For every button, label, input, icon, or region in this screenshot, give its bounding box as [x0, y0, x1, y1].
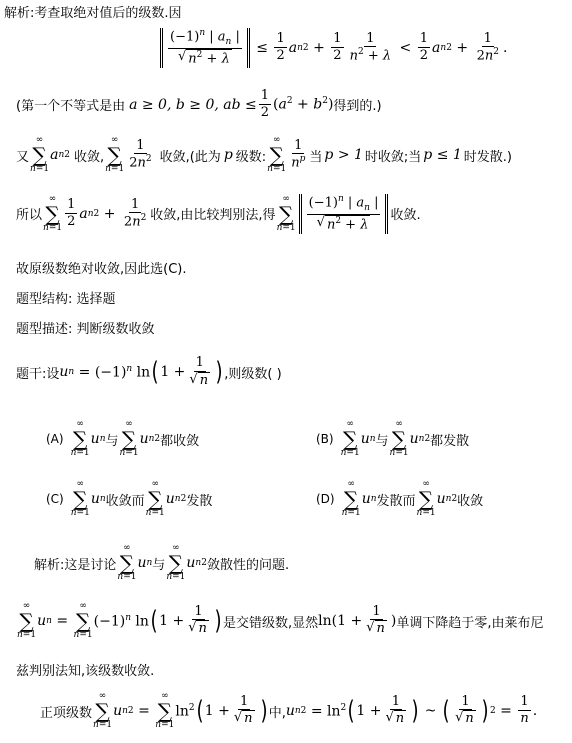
note-suffix: 得到的.): [333, 99, 382, 115]
option-c-end: 发散: [186, 493, 213, 509]
you-label: 又: [16, 149, 30, 165]
option-a-tag: (A): [46, 432, 64, 446]
option-c-mid: 收敛而: [105, 493, 145, 509]
positive-series-mid: 中,: [268, 705, 286, 721]
option-a[interactable]: (A) ∞ ∑ n=1 u n 与 ∞ ∑ n=1 u n 2 都收敛: [46, 419, 200, 458]
comparison-text: 收敛,由比较判别法,得: [150, 208, 276, 224]
comparison-line: 所以 ∞ ∑ n=1 $\frac{1}{2}$ a n 2 + $\frac{1}{2n^2}$ 收敛,由比较判别法,得 ∞ ∑ n=1 $(-1)^n$ | $a_n$ | √ $n^2 + \lambda$ 收敛.: [16, 193, 421, 233]
cond-p-le-1: p ≤ 1: [423, 147, 462, 163]
analysis-intro-text: 解析:考查取绝对值后的级数.因: [4, 6, 182, 21]
question-stem: 题干:设 u n = $(-1)^n$ ln ( 1 + 1 √ n ) ,则级数( ): [16, 355, 282, 388]
stem-end: ,则级数( ): [224, 366, 282, 382]
solution-intro: 解析:这是讨论 ∞ ∑ n=1 u n 与 ∞ ∑ n=1 u n 2 敛散性的问题.: [34, 543, 290, 582]
conclusion-line: [16, 258, 187, 277]
option-d-mid: 发散而: [376, 493, 416, 509]
stem-label: 题干:设: [16, 366, 60, 382]
option-c-tag: (C): [46, 492, 64, 506]
converge-end: 收敛.: [390, 208, 421, 224]
note-prefix: (第一个不等式是由: [16, 99, 126, 115]
convergence-line: 又 ∞ ∑ n=1 a n 2 收敛, ∞ ∑ n=1 $\frac{1}{2n^2}$ 收敛,(此为 p 级数: ∞ ∑ n=1 $\frac{1}{n^p}$ 当 p > 1 时收敛;当 p ≤ 1 时发散.): [16, 135, 513, 174]
question-type-line: [16, 288, 116, 307]
note-condition: a ≥ 0, b ≥ 0, ab ≤: [129, 96, 257, 113]
alternating-text: 是交错级数,显然: [223, 615, 319, 631]
option-d-tag: (D): [316, 492, 335, 506]
so-label: 所以: [16, 208, 43, 224]
option-d-end: 收敛: [457, 493, 484, 509]
decreasing-text: 单调下降趋于零,由莱布尼: [396, 615, 544, 631]
option-a-end: 都收敛: [160, 433, 200, 449]
positive-series-line: 正项级数 ∞ ∑ n=1 u n 2 = ∞ ∑ n=1 $\ln^2$ ( 1 + 1 √ n ) 中, u n 2 = $\ln^2$ ( 1 + 1 √ n ) ~ ( 1 √ n ) 2 = $\frac{1}{n}$ .: [40, 691, 538, 730]
note-line: (第一个不等式是由 a ≥ 0, b ≥ 0, ab ≤ $\frac{1}{2}$ $(a^2 + b^2)$ 得到的.): [16, 88, 382, 120]
conclusion-text: 故原级数绝对收敛,因此选(C).: [16, 262, 187, 277]
cond-p-gt-1: p > 1: [324, 147, 363, 163]
when-label: 当: [309, 149, 323, 165]
converge-text-1: 收敛,: [73, 149, 105, 165]
leibniz-text: 兹判别法知,该级数收敛.: [16, 664, 155, 679]
solution-intro-text: 解析:这是讨论: [34, 557, 117, 573]
solution-intro-end: 敛散性的问题.: [206, 557, 290, 573]
question-type-text: 题型结构: 选择题: [16, 292, 116, 307]
positive-series-text: 正项级数: [40, 705, 93, 721]
option-a-mid: 与: [105, 433, 119, 449]
question-desc-line: [16, 318, 155, 337]
converge-text-2: 收敛,(此为: [159, 149, 221, 165]
p-symbol: p: [223, 147, 233, 163]
inequality-formula: $(-1)^n$ | $a_n$ | √ $n^2 + \lambda$ ≤ $\frac{1}{2}$ a n 2 + $\frac{1}{2}$ $\frac{1}{n^2 + \lambda}$ < $\frac{1}{2}$ a n 2 + $\frac{1}{2n^2}$ .: [158, 28, 507, 68]
solution-and: 与: [152, 557, 166, 573]
option-b[interactable]: (B) ∞ ∑ n=1 u n 与 ∞ ∑ n=1 u n 2 都发散: [316, 419, 470, 458]
option-d[interactable]: (D) ∞ ∑ n=1 u n 发散而 ∞ ∑ n=1 u n 2 收敛: [316, 479, 484, 518]
option-b-tag: (B): [316, 432, 334, 446]
option-b-end: 都发散: [430, 433, 470, 449]
question-desc-text: 题型描述: 判断级数收敛: [16, 322, 155, 337]
diverge-when: 时发散.): [463, 149, 513, 165]
abs-term: $(-1)^n$ | $a_n$ | √ $n^2 + \lambda$: [160, 28, 250, 68]
alternating-series-line: ∞ ∑ n=1 u n = ∞ ∑ n=1 $(-1)^n$ ln ( 1 + 1 √ n ) 是交错级数,显然 ln(1 + 1 √ n ) 单调下降趋于零,由莱布尼: [17, 601, 544, 640]
converge-when: 时收敛;当: [364, 149, 422, 165]
analysis-intro: [4, 2, 182, 21]
option-b-mid: 与: [375, 433, 389, 449]
leibniz-line: [16, 660, 154, 679]
p-series-label: 级数:: [235, 149, 267, 165]
option-c[interactable]: (C) ∞ ∑ n=1 u n 收敛而 ∞ ∑ n=1 u n 2 发散: [46, 479, 213, 518]
